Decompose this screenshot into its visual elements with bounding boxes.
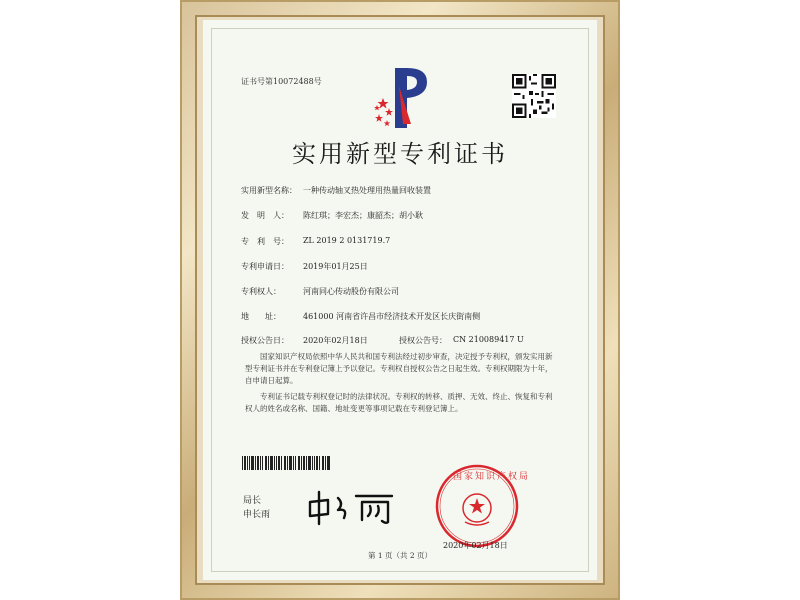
page-number: 第 1 页（共 2 页） <box>367 551 433 560</box>
field-value-address: 461000 河南省许昌市经济技术开发区长庆街南侧 <box>303 312 481 321</box>
field-value-patent-number: ZL 2019 2 0131719.7 <box>303 236 391 245</box>
field-label-application-date: 专利申请日： <box>241 262 289 271</box>
certificate-paragraph-1: 国家知识产权局依照中华人民共和国专利法经过初步审查，决定授予专利权，颁发实用新型专利证书并在专利登记簿上予以登记。专利权自授权公告之日起生效。专利权期限为十年，自申请日起算。 <box>245 352 553 385</box>
field-value-name: 一种传动轴叉热处理用热量回收装置 <box>303 186 431 195</box>
field-label-address: 地 址： <box>241 312 281 321</box>
field-value-announcement-number: CN 210089417 U <box>453 335 524 344</box>
certificate-title: 实用新型专利证书 <box>292 140 508 168</box>
field-value-grant-date: 2020年02月18日 <box>303 336 368 345</box>
seal-date: 2020年02月18日 <box>443 541 508 550</box>
field-value-inventor: 陈红琪；李宏杰；康韶杰；胡小耿 <box>303 211 423 220</box>
certificate-paragraph-2: 专利证书记载专利权登记时的法律状况。专利权的转移、质押、无效、终止、恢复和专利权人的姓名或名称、国籍、地址变更等事项记载在专利登记簿上。 <box>245 392 553 413</box>
field-label-grant-date: 授权公告日： <box>241 336 289 345</box>
director-title: 局长 <box>243 496 262 506</box>
seal-text: 国家知识产权局 <box>453 472 531 482</box>
field-value-patentee: 河南同心传动股份有限公司 <box>303 287 399 296</box>
barcode-icon <box>242 456 330 470</box>
field-label-announcement-number: 授权公告号： <box>399 336 447 345</box>
signature-image <box>304 488 402 528</box>
field-label-patent-number: 专 利 号： <box>241 237 289 246</box>
patent-logo-icon <box>369 62 435 134</box>
field-label-patentee: 专利权人： <box>241 287 281 296</box>
field-label-inventor: 发 明 人： <box>241 211 289 220</box>
field-label-name: 实用新型名称： <box>241 186 297 195</box>
director-name: 申长雨 <box>243 510 271 520</box>
certificate-number: 证书号第10072488号 <box>241 77 322 86</box>
field-value-application-date: 2019年01月25日 <box>303 262 368 271</box>
certificate-paper <box>203 20 597 580</box>
qr-code-icon <box>512 74 556 118</box>
